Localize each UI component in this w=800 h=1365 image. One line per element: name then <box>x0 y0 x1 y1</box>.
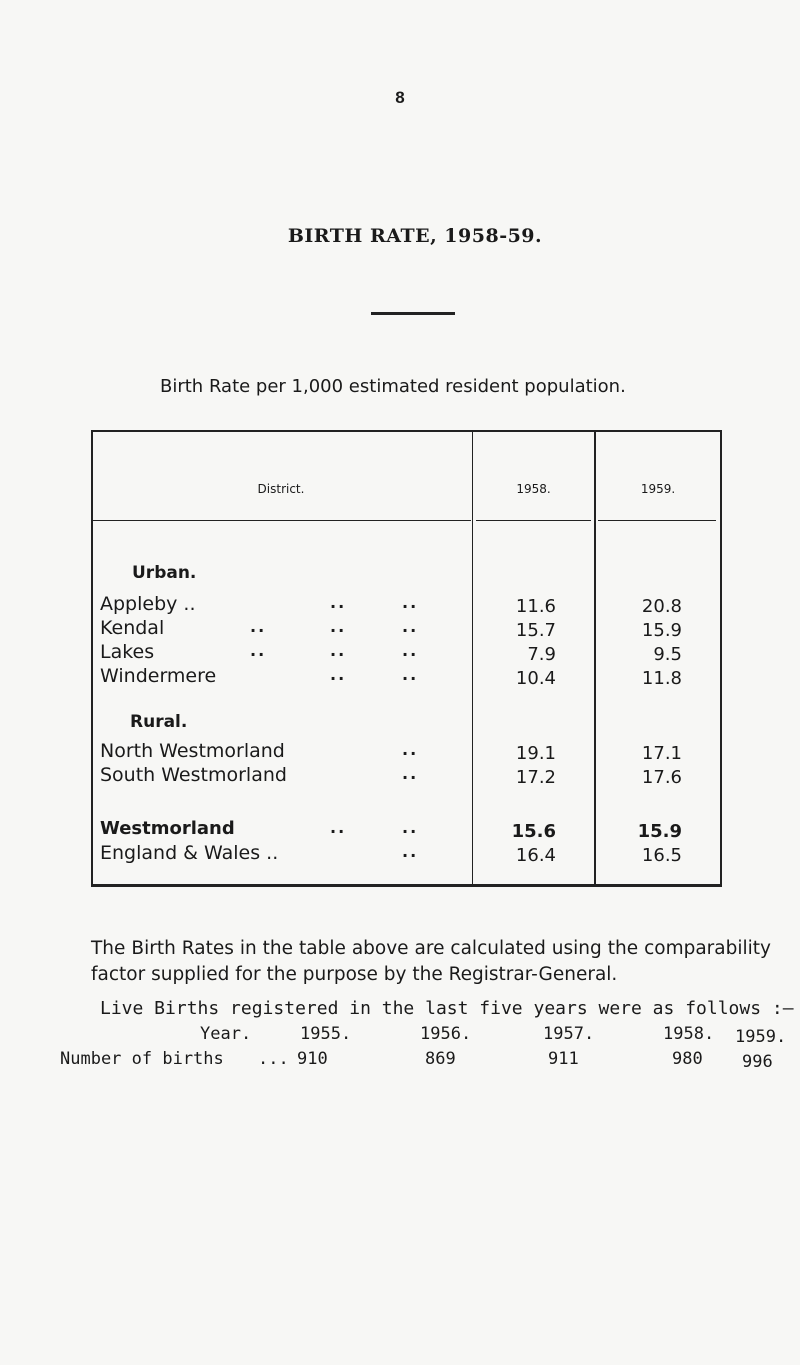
table-left-border <box>91 430 93 887</box>
rate-1958: 19.1 <box>515 743 556 764</box>
leader-dots: .. <box>330 665 347 684</box>
table-header-rule <box>91 520 471 521</box>
table-right-border <box>720 430 722 887</box>
rate-1959: 9.5 <box>653 644 682 665</box>
rate-1958: 15.6 <box>511 821 556 842</box>
births-value: 869 <box>425 1049 456 1069</box>
rate-1959: 15.9 <box>637 821 682 842</box>
leader-dots: .. <box>402 764 419 783</box>
district-name: Westmorland <box>100 818 235 839</box>
district-name: Windermere <box>100 665 217 687</box>
table-column-divider <box>472 430 473 887</box>
rate-1959: 20.8 <box>641 596 682 617</box>
births-value: 996 <box>742 1052 773 1072</box>
table-top-border <box>91 430 722 432</box>
number-label: Number of births <box>60 1049 224 1069</box>
footnote-paragraph: The Birth Rates in the table above are calculated using the comparability factor supplied for the purpose by the Registrar-General. <box>91 938 771 985</box>
table-header-rule <box>598 520 716 521</box>
page-title: BIRTH RATE, 1958-59. <box>287 225 543 247</box>
subtitle: Birth Rate per 1,000 estimated resident population. <box>160 376 626 397</box>
district-name: England & Wales .. <box>100 842 279 864</box>
rate-1959: 15.9 <box>641 620 682 641</box>
rate-1959: 11.8 <box>641 668 682 689</box>
section-heading-rural: Rural. <box>130 712 188 732</box>
live-births-intro: Live Births registered in the last five years were as follows :— <box>100 998 794 1019</box>
district-name: South Westmorland <box>100 764 287 786</box>
title-rule <box>371 312 455 315</box>
table-bottom-border <box>91 884 722 887</box>
leader-dots: .. <box>250 617 267 636</box>
rate-1958: 15.7 <box>515 620 556 641</box>
leader-dots: .. <box>330 641 347 660</box>
rate-1958: 16.4 <box>515 845 556 866</box>
leader-dots: .. <box>330 593 347 612</box>
leader-dots: .. <box>330 818 347 837</box>
leader-dots: .. <box>402 665 419 684</box>
rate-1959: 17.1 <box>641 743 682 764</box>
leader-dots: .. <box>402 818 419 837</box>
district-name: Lakes <box>100 641 155 663</box>
table-header-rule <box>476 520 591 521</box>
year-value: 1959. <box>735 1027 787 1047</box>
table-column-divider <box>594 430 596 887</box>
leader-dots: ... <box>258 1049 289 1069</box>
column-header-1959: 1959. <box>640 482 676 496</box>
births-value: 980 <box>672 1049 703 1069</box>
leader-dots: .. <box>402 617 419 636</box>
births-value: 910 <box>297 1049 328 1069</box>
year-value: 1956. <box>420 1024 472 1044</box>
births-value: 911 <box>548 1049 579 1069</box>
rate-1958: 17.2 <box>515 767 556 788</box>
leader-dots: .. <box>402 842 419 861</box>
rate-1958: 10.4 <box>515 668 556 689</box>
district-name: Appleby .. <box>100 593 196 615</box>
leader-dots: .. <box>402 593 419 612</box>
leader-dots: .. <box>402 740 419 759</box>
year-value: 1958. <box>663 1024 715 1044</box>
section-heading-urban: Urban. <box>132 563 197 583</box>
district-name: North Westmorland <box>100 740 285 762</box>
leader-dots: .. <box>330 617 347 636</box>
rate-1958: 7.9 <box>527 644 556 665</box>
year-value: 1957. <box>543 1024 595 1044</box>
leader-dots: .. <box>402 641 419 660</box>
rate-1959: 17.6 <box>641 767 682 788</box>
district-name: Kendal <box>100 617 165 639</box>
leader-dots: .. <box>250 641 267 660</box>
page-number: 8 <box>395 88 405 107</box>
year-value: 1955. <box>300 1024 352 1044</box>
year-label: Year. <box>200 1024 252 1044</box>
column-header-district: District. <box>257 482 305 496</box>
column-header-1958: 1958. <box>516 482 551 496</box>
rate-1959: 16.5 <box>641 845 682 866</box>
rate-1958: 11.6 <box>515 596 556 617</box>
